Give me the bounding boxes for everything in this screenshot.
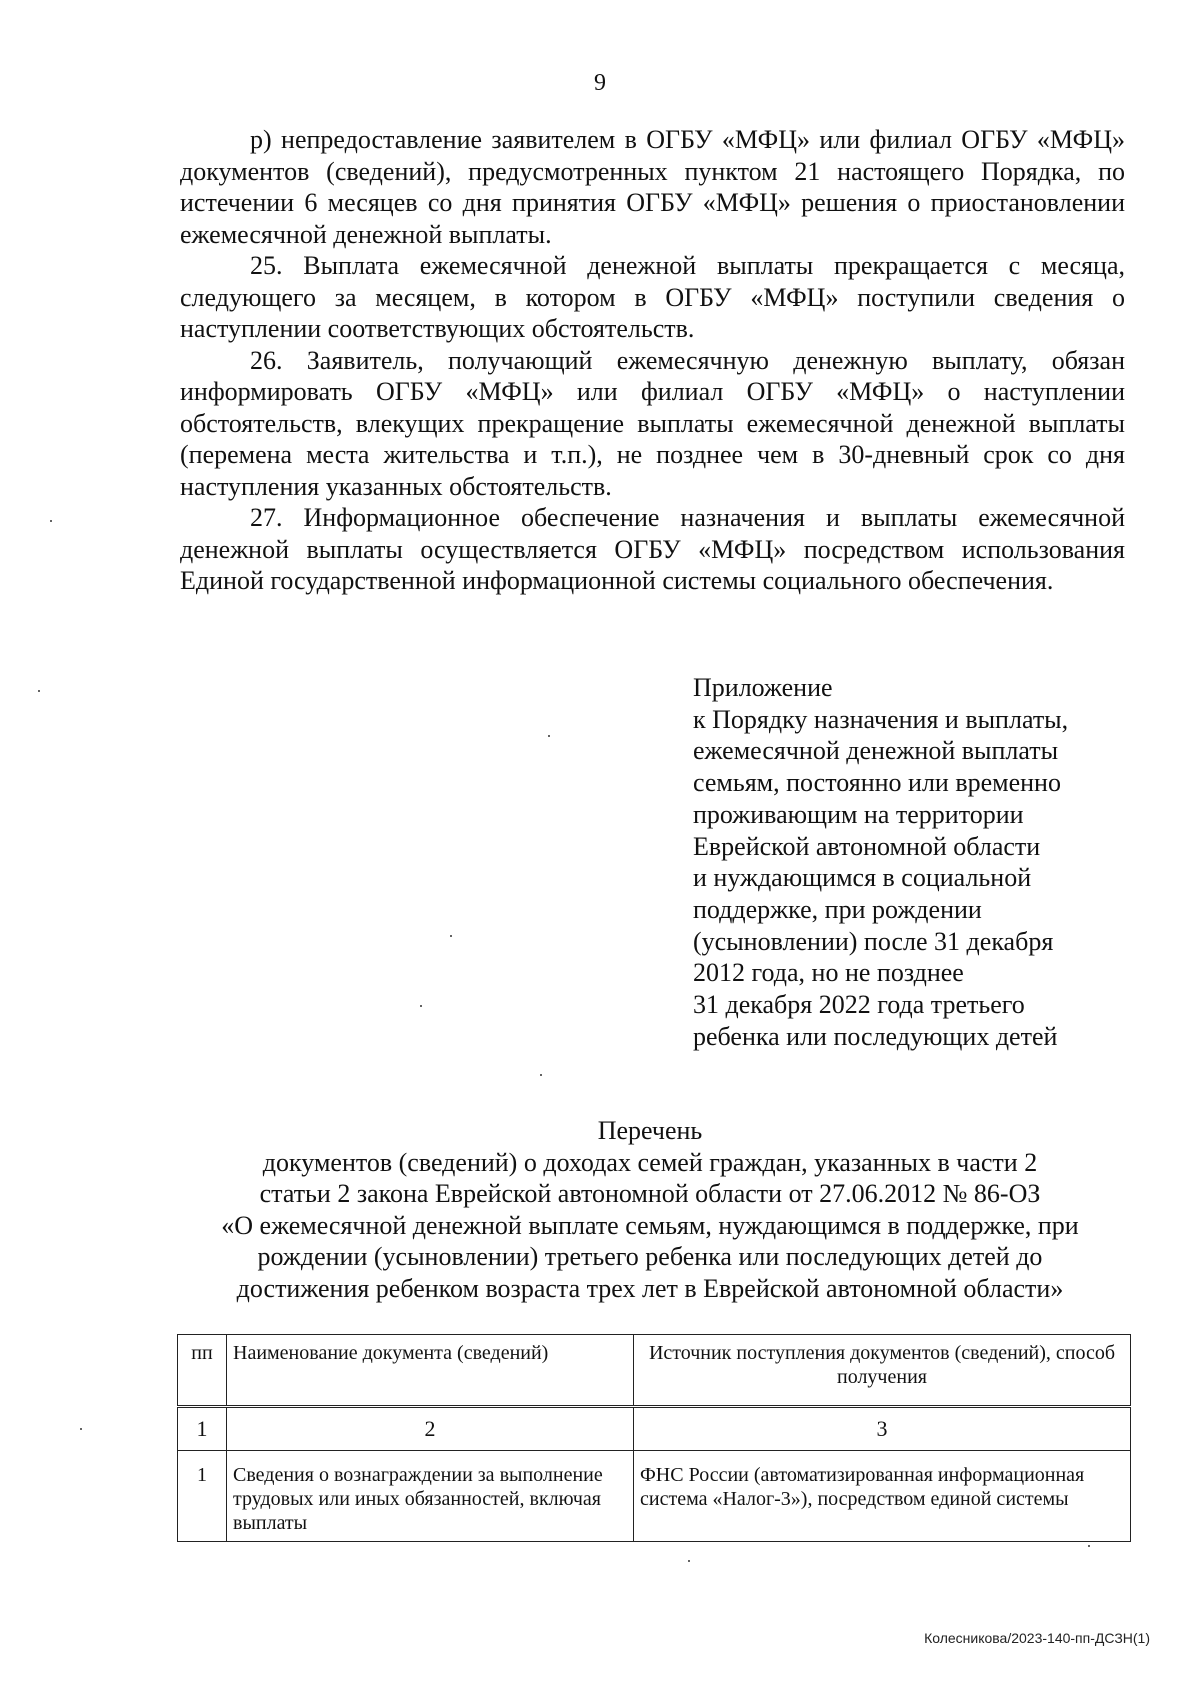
header-num: пп bbox=[178, 1335, 227, 1407]
scan-speck bbox=[1088, 1545, 1090, 1547]
paragraph-r: р) непредоставление заявителем в ОГБУ «МФЦ» или филиал ОГБУ «МФЦ» документов (сведений), предусмотренных пунктом 21 настоящего Порядка, по истечении 6 месяцев со дня принятия ОГБУ «МФЦ» решения о приостановлении ежемесячной денежной выплаты. bbox=[180, 125, 1125, 249]
list-title: Перечень bbox=[597, 1116, 703, 1145]
column-index: 1 bbox=[178, 1407, 227, 1451]
row-source: ФНС России (автоматизированная информационная система «Налог-3»), посредством единой системы bbox=[634, 1451, 1131, 1542]
documents-table bbox=[177, 1334, 1131, 1542]
appendix-line: и нуждающимся в социальной bbox=[693, 863, 1032, 893]
appendix-note bbox=[693, 672, 1133, 1052]
appendix-line: 31 декабря 2022 года третьего bbox=[693, 990, 1025, 1020]
scan-speck bbox=[450, 935, 452, 937]
scan-speck bbox=[38, 690, 40, 692]
table-row bbox=[178, 1451, 1131, 1542]
appendix-line: поддержке, при рождении bbox=[693, 894, 982, 924]
appendix-line: проживающим на территории bbox=[693, 799, 1024, 829]
scan-speck bbox=[420, 1005, 422, 1007]
appendix-line: (усыновлении) после 31 декабря bbox=[693, 926, 1054, 956]
row-name: Сведения о вознаграждении за выполнение трудовых или иных обязанностей, включая выплаты bbox=[227, 1451, 634, 1542]
body-text bbox=[180, 124, 1125, 597]
paragraph-26: 26. Заявитель, получающий ежемесячную денежную выплату, обязан информировать ОГБУ «МФЦ» или филиал ОГБУ «МФЦ» о наступлении обстоятельств, влекущих прекращение выплаты ежемесячной денежной выплаты (перемена места жительства и т.п.), не позднее чем в 30-дневный срок со дня наступления указанных обстоятельств. bbox=[180, 345, 1125, 501]
appendix-line: семьям, постоянно или временно bbox=[693, 768, 1061, 798]
row-num: 1 bbox=[178, 1451, 227, 1542]
appendix-line: Еврейской автономной области bbox=[693, 831, 1041, 861]
list-heading-line: рождении (усыновлении) третьего ребенка или последующих детей до bbox=[257, 1242, 1043, 1271]
page-number: 9 bbox=[594, 70, 606, 96]
list-heading-line: документов (сведений) о доходах семей граждан, указанных в части 2 bbox=[262, 1147, 1038, 1177]
appendix-line: ребенка или последующих детей bbox=[693, 1021, 1058, 1051]
scan-speck bbox=[688, 1560, 690, 1562]
appendix-line: к Порядку назначения и выплаты, bbox=[693, 704, 1069, 734]
list-heading-line: статьи 2 закона Еврейской автономной области от 27.06.2012 № 86-ОЗ bbox=[259, 1179, 1041, 1208]
scan-speck bbox=[548, 735, 550, 737]
column-index: 3 bbox=[634, 1407, 1131, 1451]
table-index-row bbox=[178, 1407, 1131, 1451]
scan-speck bbox=[50, 520, 52, 522]
appendix-line: ежемесячной денежной выплаты bbox=[693, 736, 1059, 766]
header-source: Источник поступления документов (сведений), способ получения bbox=[634, 1335, 1131, 1407]
list-heading bbox=[140, 1115, 1160, 1304]
paragraph-27: 27. Информационное обеспечение назначения и выплаты ежемесячной денежной выплаты осуществляется ОГБУ «МФЦ» посредством использования Единой государственной информационной системы социального обеспечения. bbox=[180, 503, 1125, 595]
scan-speck bbox=[80, 1428, 82, 1430]
footer-doc-id: Колесникова/2023-140-пп-ДСЗН(1) bbox=[924, 1630, 1150, 1646]
scan-speck bbox=[540, 1074, 542, 1076]
header-name: Наименование документа (сведений) bbox=[227, 1335, 634, 1407]
table-header-row bbox=[178, 1335, 1131, 1407]
list-heading-line: «О ежемесячной денежной выплате семьям, нуждающимся в поддержке, при bbox=[221, 1210, 1079, 1240]
appendix-line: 2012 года, но не позднее bbox=[693, 958, 964, 988]
appendix-line: Приложение bbox=[693, 673, 833, 702]
paragraph-25: 25. Выплата ежемесячной денежной выплаты прекращается с месяца, следующего за месяцем, в котором в ОГБУ «МФЦ» поступили сведения о наступлении соответствующих обстоятельств. bbox=[180, 251, 1125, 343]
column-index: 2 bbox=[227, 1407, 634, 1451]
list-heading-line: достижения ребенком возраста трех лет в Еврейской автономной области» bbox=[236, 1273, 1064, 1303]
